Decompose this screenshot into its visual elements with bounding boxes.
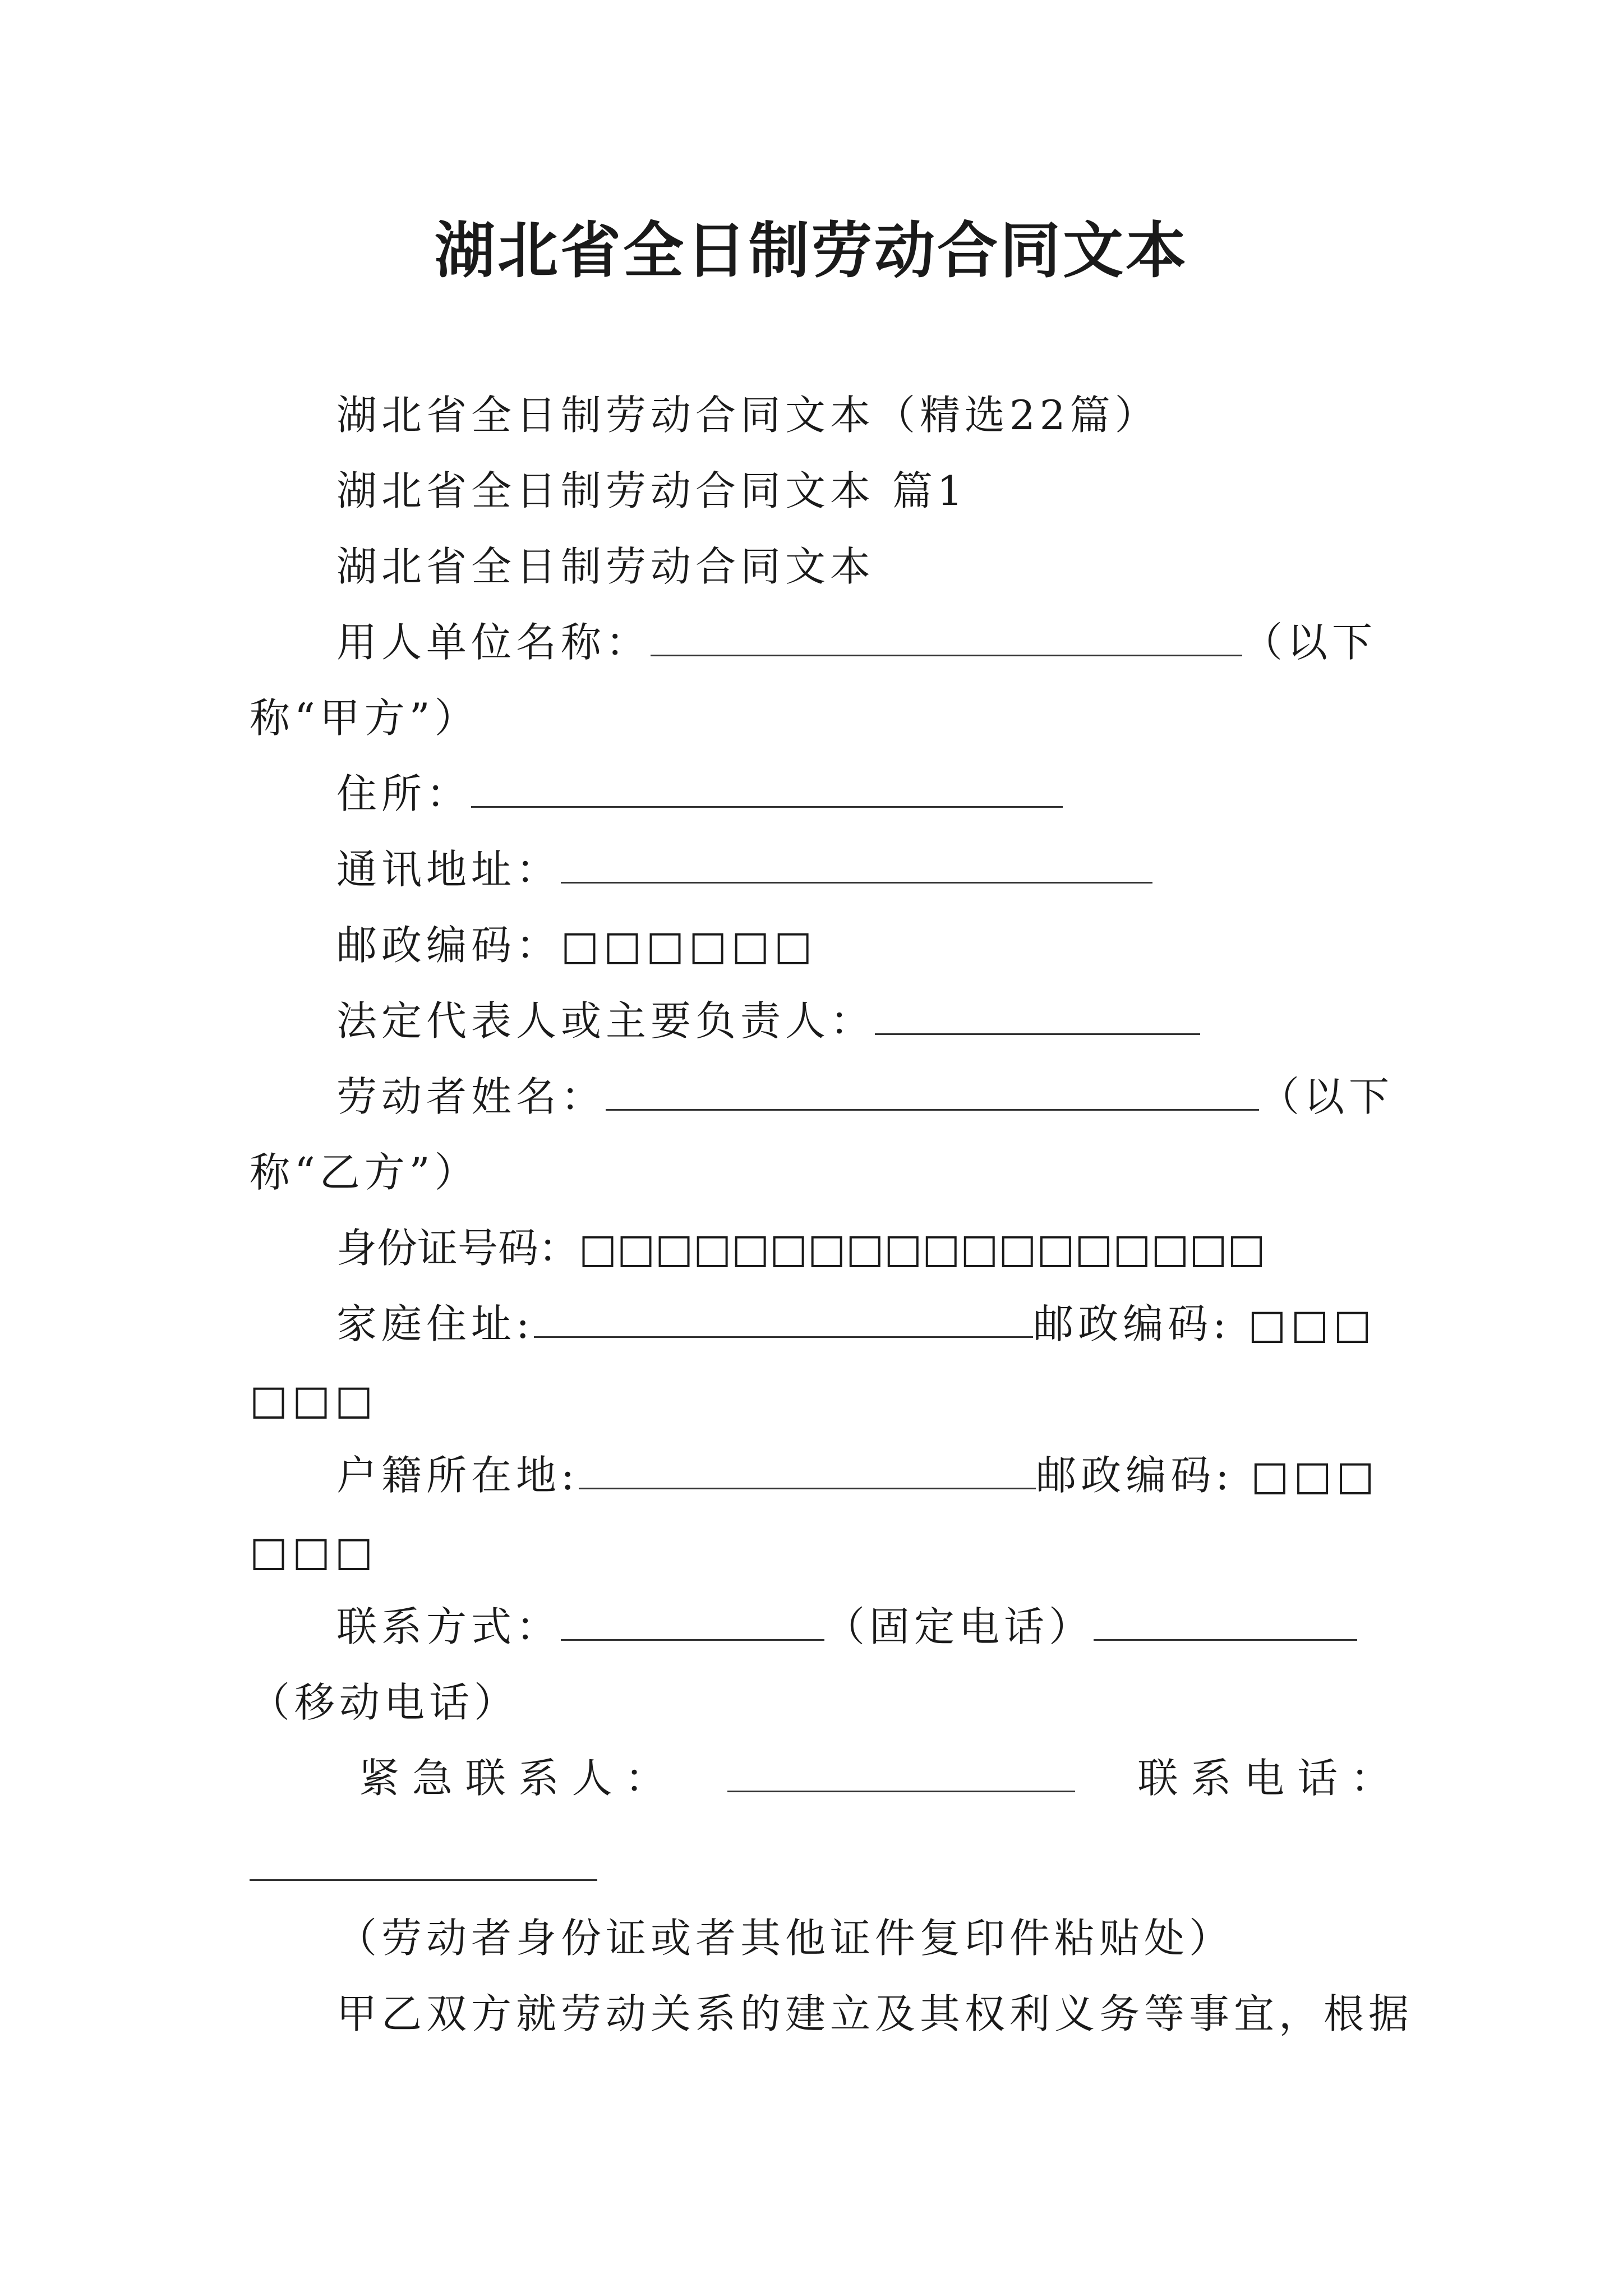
emergency-contact-label: 紧 急 联 系 人 ： [359,1755,666,1802]
mobile-field[interactable] [1094,1604,1357,1641]
mobile-label: （移动电话） [250,1679,519,1726]
hukou-postal-label: 邮政编码: □□□ [1036,1452,1379,1499]
mail-address-row [336,841,1152,898]
worker-name-suffix: （以下 [1259,1073,1394,1120]
emergency-phone-field[interactable] [250,1879,597,1881]
landline-field[interactable] [561,1604,824,1641]
hukou-label: 户籍所在地: [336,1452,579,1499]
home-address-row [336,1296,1376,1352]
legal-rep-field[interactable] [875,999,1200,1035]
worker-name-row [336,1069,1394,1125]
address-row [336,766,1063,822]
mail-address-label: 通讯地址： [336,846,561,893]
worker-name-label: 劳动者姓名： [336,1073,606,1120]
home-address-label: 家庭住址: [336,1300,534,1347]
document-title: 湖北省全日制劳动合同文本 [434,215,1188,286]
postal-code-row: 邮政编码：□□□□□□ [336,922,817,969]
intro-line: 湖北省全日制劳动合同文本（精选22篇） [336,392,1160,439]
employer-name-row [336,614,1377,670]
contact-row [336,1599,1357,1655]
landline-label: （固定电话） [824,1603,1094,1650]
part-heading: 湖北省全日制劳动合同文本 篇1 [336,467,967,514]
address-label: 住所： [336,770,472,817]
employer-name-suffix: （以下 [1242,619,1377,666]
address-field[interactable] [471,771,1063,808]
employer-name-field[interactable] [651,620,1242,656]
employer-name-label: 用人单位名称： [336,619,651,666]
emergency-contact-field[interactable] [727,1756,1075,1792]
hukou-field[interactable] [579,1453,1036,1489]
legal-rep-row [336,993,1200,1049]
home-address-field[interactable] [534,1301,1033,1338]
legal-rep-label: 法定代表人或主要负责人： [336,997,875,1045]
home-postal-label: 邮政编码: □□□ [1033,1300,1376,1347]
employer-name-cont: 称“甲方”） [250,694,479,742]
id-number-row: 身份证号码：□□□□□□□□□□□□□□□□□□ [336,1225,1266,1272]
agreement-paragraph: 甲乙双方就劳动关系的建立及其权利义务等事宜，根据 [336,1990,1414,2037]
worker-name-cont: 称“乙方”） [250,1149,479,1196]
subtitle-line: 湖北省全日制劳动合同文本 [336,543,875,590]
home-postal-cont: □□□ [250,1376,378,1423]
mail-address-field[interactable] [561,847,1152,884]
contact-label: 联系方式： [336,1603,561,1650]
hukou-row [336,1447,1379,1503]
emergency-contact-row [359,1750,1391,1806]
id-copy-note: （劳动者身份证或者其他证件复印件粘贴处） [336,1915,1234,1962]
hukou-postal-cont: □□□ [250,1527,378,1575]
worker-name-field[interactable] [606,1074,1259,1111]
emergency-phone-label: 联 系 电 话 ： [1137,1755,1391,1802]
